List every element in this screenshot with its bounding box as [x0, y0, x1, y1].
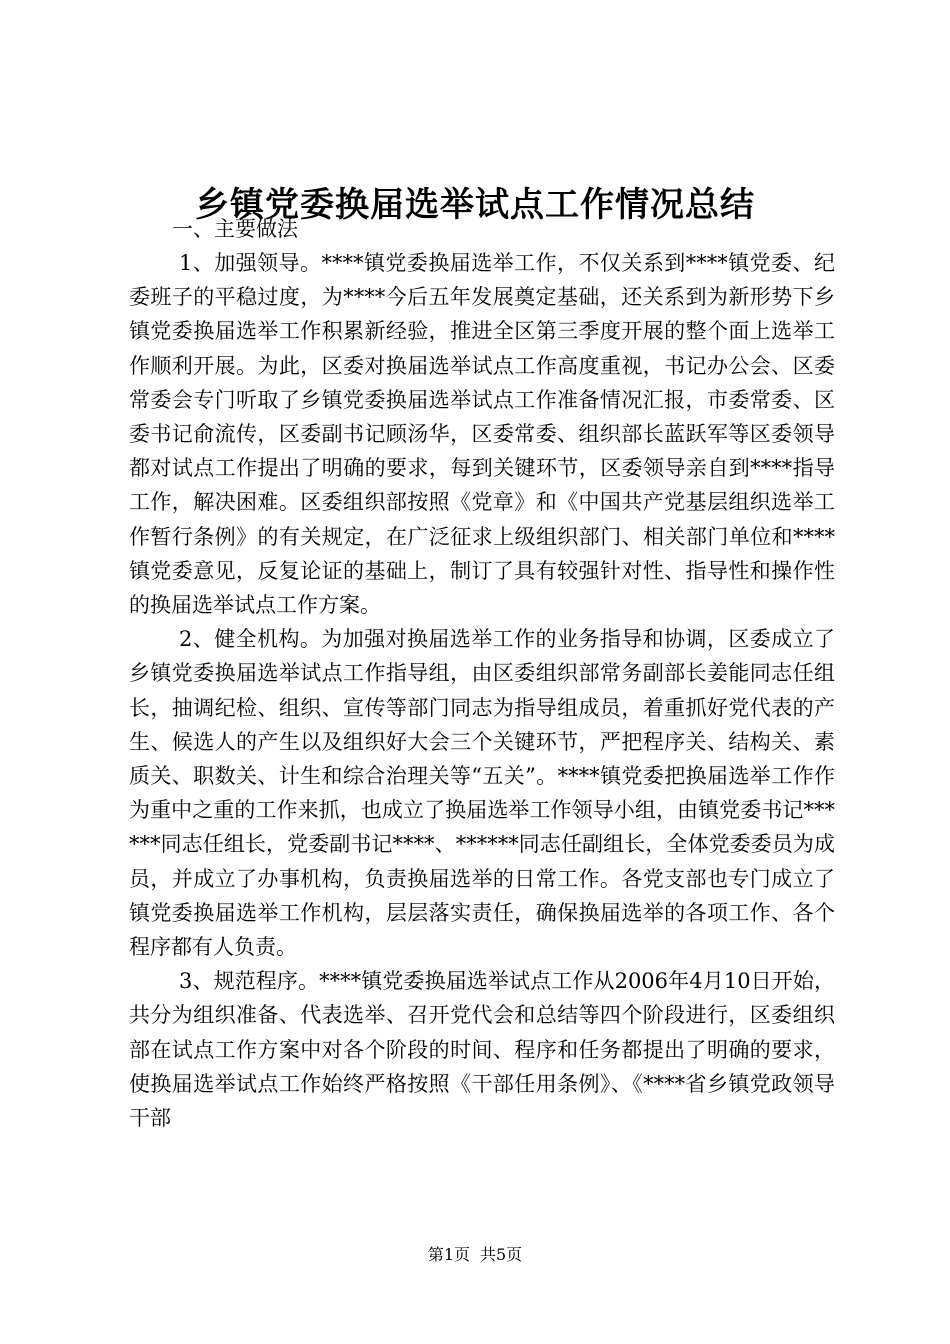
paragraph-procedure: 3、规范程序。****镇党委换届选举试点工作从2006年4月10日开始，共分为组织准备、代表选举、召开党代会和总结等四个阶段进行，区委组织部在试点工作方案中对各个阶段的时间、程序和任务都提出了明确的要求，使换届选举试点工作始终严格按照《干部任用条例》、《****省乡镇党政领导干部 — [129, 969, 835, 1131]
page-total: 共5页 — [480, 1245, 523, 1264]
document-body — [129, 212, 835, 1135]
document-title: 乡镇党委换届选举试点工作情况总结 — [195, 185, 755, 225]
section-heading: 一、主要做法 — [172, 217, 298, 241]
page-number: 第1页 — [427, 1245, 470, 1264]
page-footer — [0, 1244, 950, 1266]
paragraph-leadership: 1、加强领导。****镇党委换届选举工作，不仅关系到****镇党委、纪委班子的平稳过度，为****今后五年发展奠定基础，还关系到为新形势下乡镇党委换届选举工作积累新经验，推进全区第三季度开展的整个面上选举工作顺利开展。为此，区委对换届选举试点工作高度重视，书记办公会、区委常委会专门听取了乡镇党委换届选举试点工作准备情况汇报，市委常委、区委书记俞流传，区委副书记顾汤华，区委常委、组织部长蓝跃军等区委领导都对试点工作提出了明确的要求，每到关键环节，区委领导亲自到****指导工作，解决困难。区委组织部按照《党章》和《中国共产党基层组织选举工作暂行条例》的有关规定，在广泛征求上级组织部门、相关部门单位和****镇党委意见，反复论证的基础上，制订了具有较强针对性、指导性和操作性的换届选举试点工作方案。 — [129, 251, 835, 618]
paragraph-organization: 2、健全机构。为加强对换届选举工作的业务指导和协调，区委成立了乡镇党委换届选举试点工作指导组，由区委组织部常务副部长姜能同志任组长，抽调纪检、组织、宣传等部门同志为指导组成员，着重抓好党代表的产生、候选人的产生以及组织好大会三个关键环节，严把程序关、结构关、素质关、职数关、计生和综合治理关等“五关”。****镇党委把换届选举工作作为重中之重的工作来抓，也成立了换届选举工作领导小组，由镇党委书记******同志任组长，党委副书记****、******同志任副组长，全体党委委员为成员，并成立了办事机构，负责换届选举的日常工作。各党支部也专门成立了镇党委换届选举工作机构，层层落实责任，确保换届选举的各项工作、各个程序都有人负责。 — [129, 627, 835, 960]
